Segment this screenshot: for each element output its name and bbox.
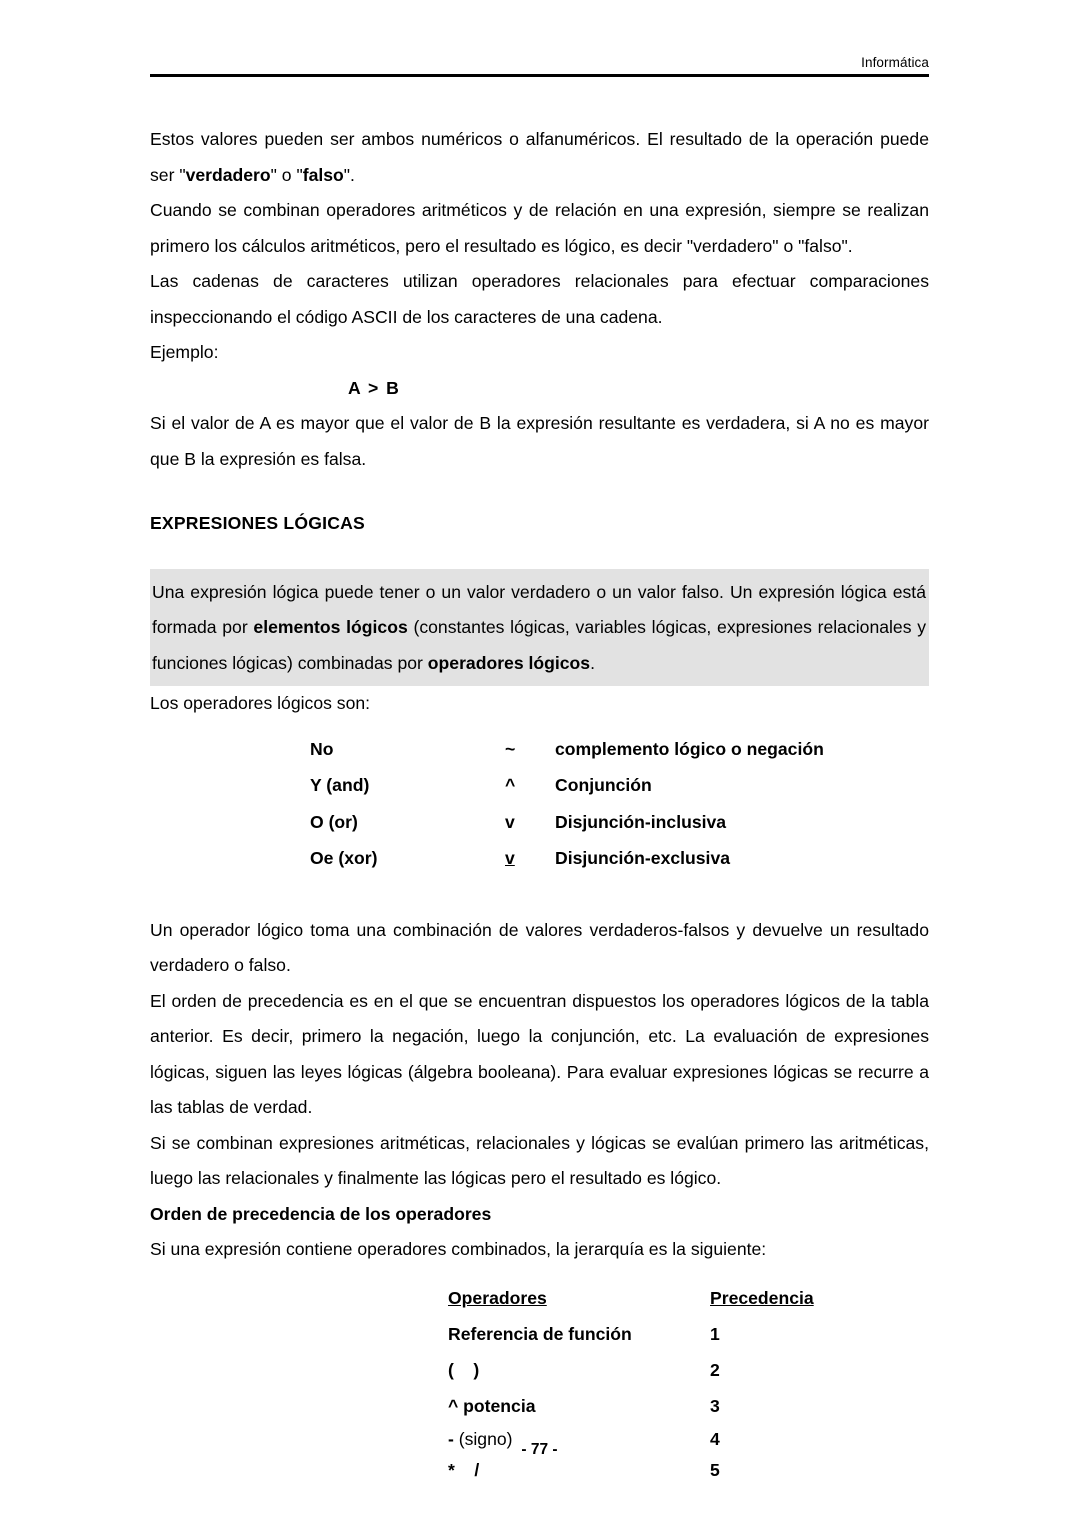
operator-symbol: ~ (505, 738, 516, 759)
section-heading-expresiones-logicas: EXPRESIONES LÓGICAS (150, 513, 365, 533)
subheading-orden-precedencia: Orden de precedencia de los operadores (150, 1203, 492, 1224)
example-expression: A > B (348, 377, 401, 398)
paragraph-valores-part1: Estos valores pueden ser ambos numéricos o alfanuméricos. El resultado de la operación puede ser " (150, 129, 929, 185)
operator-name: Y (and) (310, 775, 370, 795)
paragraph-valores (150, 122, 929, 193)
callout-part1: Una expresión lógica puede tener o un valor verdadero o un valor falso. Un expresión lógica está formada por (152, 581, 926, 637)
table-row (150, 1388, 814, 1424)
page-number: - 77 - (521, 1441, 558, 1458)
operator-symbol: v (505, 811, 515, 832)
page-content (150, 122, 929, 1486)
table-row (150, 840, 929, 877)
keyword-falso: falso (302, 164, 344, 185)
operators-table (150, 731, 929, 877)
callout-text (152, 575, 926, 682)
table-row (150, 804, 929, 841)
precedence-operator-note: (signo) (453, 1428, 513, 1449)
precedence-operator: Referencia de función (448, 1323, 632, 1344)
precedence-value: 5 (710, 1459, 720, 1480)
callout-part3: . (590, 652, 595, 673)
page-footer (150, 1440, 929, 1460)
precedence-operator-symbol: - (448, 1428, 454, 1449)
operator-description: Disjunción-inclusiva (555, 811, 727, 832)
table-row (150, 767, 929, 804)
precedence-operator: ( ) (448, 1359, 480, 1380)
table-row (150, 731, 929, 768)
callout-box-expresion-logica (150, 569, 929, 687)
operator-description: Conjunción (555, 775, 652, 795)
operator-symbol: v (505, 848, 515, 868)
paragraph-valores-part3: ". (343, 164, 355, 185)
paragraph-valor-a-mayor-b: Si el valor de A es mayor que el valor de B la expresión resultante es verdadera, si A no es mayor que B la expresión es falsa. (150, 413, 929, 469)
paragraph-operador-logico-toma: Un operador lógico toma una combinación de valores verdaderos-falsos y devuelve un resultado verdadero o falso. (150, 919, 929, 975)
column-header-operadores: Operadores (448, 1287, 547, 1308)
paragraph-orden-precedencia-explicacion: El orden de precedencia es en el que se encuentran dispuestos los operadores lógicos de la tabla anterior. Es decir, primero la negación, luego la conjunción, etc. La evaluación de expresiones lógicas, siguen las leyes lógicas (álgebra booleana). Para evaluar expresiones lógicas se recurre a las tablas de verdad. (150, 990, 929, 1117)
precedence-operator: ^ potencia (448, 1395, 536, 1416)
precedence-table-header-row (150, 1280, 814, 1316)
column-header-precedencia: Precedencia (710, 1287, 814, 1308)
header-divider-rule (150, 74, 929, 77)
paragraph-cadenas-caracteres: Las cadenas de caracteres utilizan operadores relacionales para efectuar comparaciones inspeccionando el código ASCII de los caracteres de una cadena. (150, 271, 929, 327)
table-row (150, 1352, 814, 1388)
page-header (150, 55, 929, 77)
operator-name: Oe (xor) (310, 848, 378, 868)
precedence-value: 3 (710, 1395, 720, 1416)
keyword-elementos-logicos: elementos lógicos (253, 617, 408, 637)
precedence-operator: * / (448, 1459, 480, 1480)
paragraph-operadores-aritmeticos: Cuando se combinan operadores aritméticos y de relación en una expresión, siempre se realizan primero los cálculos aritméticos, pero el resultado es lógico, es decir "verdadero" o "falso". (150, 200, 929, 256)
paragraph-ejemplo-label: Ejemplo: (150, 342, 219, 362)
header-title: Informática (861, 55, 929, 70)
operator-name: O (or) (310, 811, 358, 832)
precedence-value: 2 (710, 1359, 720, 1380)
paragraph-valores-part2: " o " (270, 164, 303, 185)
operator-symbol: ^ (505, 775, 516, 795)
precedence-value: 1 (710, 1323, 720, 1344)
keyword-verdadero: verdadero (185, 164, 271, 185)
operators-table-body (150, 731, 929, 877)
operator-description: complemento lógico o negación (555, 738, 824, 759)
paragraph-combinacion-expresiones: Si se combinan expresiones aritméticas, relacionales y lógicas se evalúan primero las aritméticas, luego las relacionales y finalmente las lógicas pero el resultado es lógico. (150, 1132, 929, 1188)
operator-name: No (310, 738, 334, 759)
keyword-operadores-logicos: operadores lógicos (427, 652, 591, 673)
paragraph-jerarquia-siguiente: Si una expresión contiene operadores combinados, la jerarquía es la siguiente: (150, 1239, 767, 1259)
spacer (150, 877, 929, 913)
table-row (150, 1316, 814, 1352)
operator-description: Disjunción-exclusiva (555, 848, 731, 868)
callout-part2: (constantes lógicas, variables lógicas, expresiones relacionales y funciones lógicas) combinadas por (152, 617, 927, 673)
precedence-value: 4 (710, 1428, 720, 1449)
paragraph-operadores-logicos-son: Los operadores lógicos son: (150, 693, 371, 713)
